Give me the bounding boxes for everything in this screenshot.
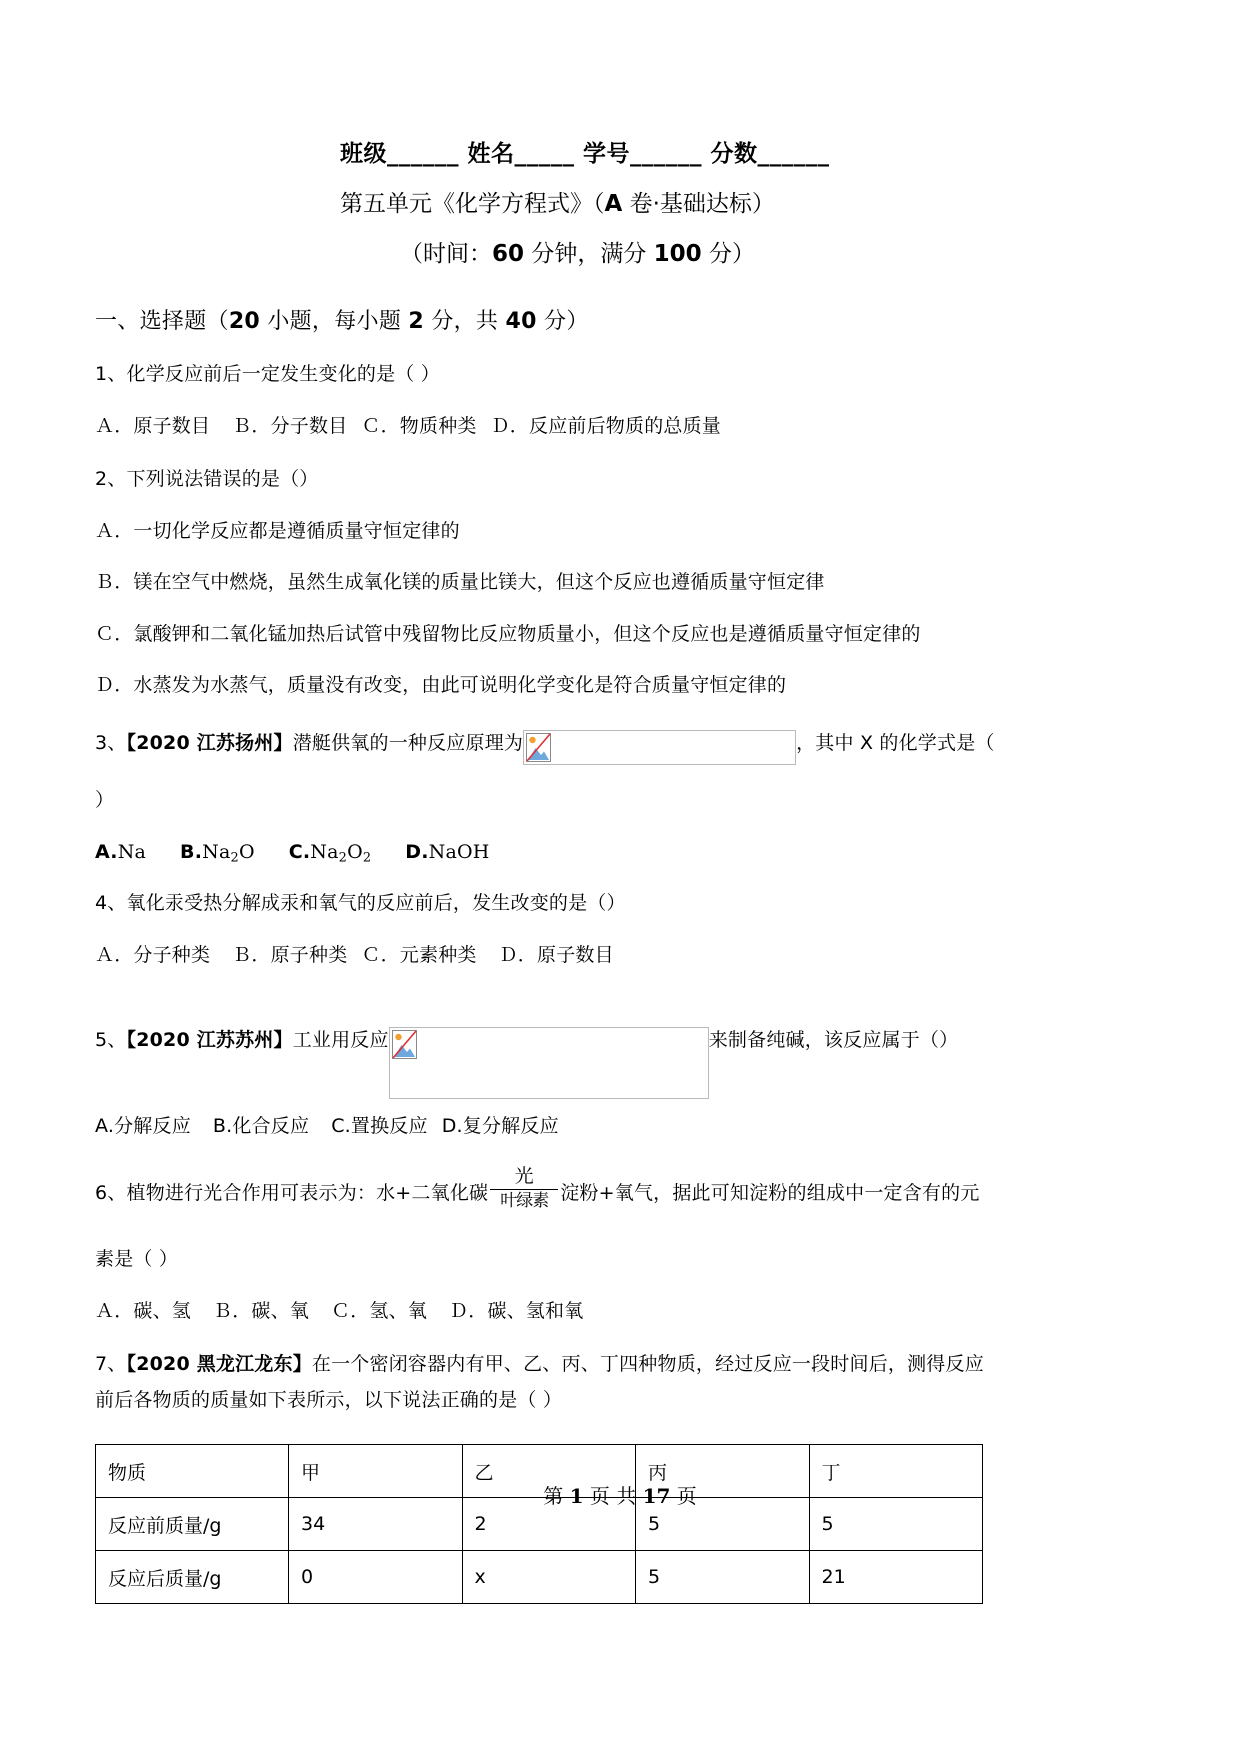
table-cell: 2 [462,1498,636,1551]
question-1-options [95,413,1145,441]
title-suffix: 卷·基础达标） [622,191,775,217]
question-4-option-a: Ａ．分子种类 [95,943,211,966]
title-volume: A [604,191,623,217]
section-points-total: 40 [505,309,537,334]
question-6-options [95,1298,1145,1326]
question-4-number: 4、 [95,892,127,915]
substance-mass-table [95,1444,983,1604]
footer-prefix: 第 [543,1484,570,1508]
broken-image-icon [526,733,551,762]
question-1-text: 化学反应前后一定发生变化的是（ ） [126,363,440,385]
table-cell: 丙 [636,1445,810,1498]
title-prefix: 第五单元《化学方程式》（ [340,191,605,217]
meta-duration: 60 [492,241,525,267]
student-info-line: 班级______ 姓名_____ 学号______ 分数______ [340,141,830,167]
question-1-option-d: Ｄ．反应前后物质的总质量 [490,414,722,437]
page-title [95,166,1145,216]
table-cell: 甲 [289,1445,463,1498]
table-cell: 5 [636,1498,810,1551]
reaction-condition-above: 光 [514,1165,534,1188]
question-5-option-b: B.化合反应 [212,1114,310,1137]
question-6-option-c: Ｃ．氢、氧 [331,1299,428,1322]
table-cell: 反应前质量/g [96,1498,289,1551]
page-content [95,0,1145,1604]
footer-middle: 页 共 [583,1484,643,1508]
question-2-option-b: Ｂ．镁在空气中燃烧，虽然生成氧化镁的质量比镁大，但这个反应也遵循质量守恒定律 [95,571,825,594]
meta-end: 分） [701,241,755,267]
question-2-stem [95,466,1145,494]
question-3-option-a-label: A. [95,840,118,863]
question-7-number: 7、 [95,1353,127,1376]
question-5-equation-image [389,1027,709,1099]
question-7-text-line2: 前后各物质的质量如下表所示，以下说法正确的是（ ） [95,1388,563,1411]
question-3-option-d-label: D. [405,840,429,863]
question-6-option-a: Ａ．碳、氢 [95,1299,192,1322]
question-6-option-d: Ｄ．碳、氢和氧 [449,1299,584,1322]
question-3-option-b-formula: $Na_2O$ [202,840,255,866]
section-mid-2: 分，共 [424,309,506,334]
question-7-stem [95,1351,1145,1379]
question-1-option-b: Ｂ．分子数目 [232,414,348,437]
question-1-option-a: Ａ．原子数目 [95,414,211,437]
broken-image-icon [392,1030,417,1059]
question-2-text: 下列说法错误的是（） [126,468,319,491]
meta-prefix: （时间： [400,241,492,267]
footer-end: 页 [670,1484,697,1508]
question-5-stem [95,1027,1145,1055]
question-3-option-d-formula: NaOH [428,840,490,863]
section-heading [95,304,1145,335]
question-4-option-c: Ｃ．元素种类 [361,943,477,966]
table-row [96,1551,983,1604]
question-6-stem-cont: 素是（ ） [95,1248,179,1270]
table-cell: 5 [809,1498,983,1551]
question-6-text-before: 植物进行光合作用可表示为：水+二氧化碳 [126,1182,489,1205]
question-3-options [95,839,1145,868]
page-footer [0,1480,1240,1509]
section-prefix: 一、选择题（ [95,309,229,334]
question-4-option-d: Ｄ．原子数目 [498,943,614,966]
table-cell: x [462,1551,636,1604]
question-6-text-after: 淀粉+氧气，据此可知淀粉的组成中一定含有的元 [560,1182,980,1205]
question-2-option-c: Ｃ．氯酸钾和二氧化锰加热后试管中残留物比反应物质量小，但这个反应也是遵循质量守恒定律的 [95,622,921,645]
section-mid-1: 小题，每小题 [260,309,409,334]
question-5-text-after: 来制备纯碱，该反应属于（） [708,1029,959,1052]
section-question-count: 20 [228,309,261,334]
question-4-stem [95,890,1145,918]
question-4-option-b: Ｂ．原子种类 [232,943,348,966]
question-1-option-c: Ｃ．物质种类 [361,414,477,437]
question-3-text-before: 潜艇供氧的一种反应原理为 [292,731,524,754]
question-3-stem [95,730,1145,758]
table-cell: 物质 [96,1445,289,1498]
question-5-number: 5、 [95,1029,127,1052]
reaction-condition-below: 叶绿素 [500,1191,549,1212]
question-5-options [95,1113,1145,1141]
table-cell: 丁 [809,1445,983,1498]
question-3-source-tag: 【2020 江苏扬州】 [126,731,293,754]
footer-total-pages: 17 [642,1484,671,1508]
question-1-number: 1、 [95,363,127,385]
question-3-equation-image [523,730,796,765]
table-cell: 0 [289,1551,463,1604]
question-2-option-d: Ｄ．水蒸发为水蒸气，质量没有改变，由此可说明化学变化是符合质量守恒定律的 [95,674,787,697]
section-points-each: 2 [408,309,425,334]
question-3-option-c-formula: $Na_2O_2$ [310,840,372,866]
table-cell: 乙 [462,1445,636,1498]
question-5-option-d: D.复分解反应 [441,1114,559,1137]
footer-current-page: 1 [569,1484,584,1508]
exam-meta-line [95,216,1145,266]
question-3-option-c-label: C. [288,840,311,863]
table-cell: 34 [289,1498,463,1551]
question-4-text: 氧化汞受热分解成汞和氧气的反应前后，发生改变的是（） [126,892,626,915]
question-5-source-tag: 【2020 江苏苏州】 [126,1029,293,1052]
question-3-stem-cont: ） [95,789,115,812]
table-cell: 反应后质量/g [96,1551,289,1604]
meta-middle: 分钟，满分 [524,241,654,267]
question-2-number: 2、 [95,468,127,491]
question-3-text-after: ，其中 X 的化学式是（ [796,731,995,754]
question-6-stem [95,1165,1145,1212]
question-5-option-a: A.分解反应 [95,1114,191,1137]
reaction-arrow-bar [490,1189,558,1190]
question-3-option-b-label: B. [180,840,203,863]
meta-total-score: 100 [653,241,702,267]
question-7-text-line1: 在一个密闭容器内有甲、乙、丙、丁四种物质，经过反应一段时间后，测得反应 [311,1353,984,1376]
question-2-option-a: Ａ．一切化学反应都是遵循质量守恒定律的 [95,519,460,542]
question-6-option-b: Ｂ．碳、氧 [213,1299,310,1322]
section-end: 分） [536,309,589,334]
question-4-options [95,942,1145,970]
question-5-option-c: C.置换反应 [331,1114,428,1137]
question-6-number: 6、 [95,1182,127,1205]
question-1-stem [95,361,1145,389]
question-7-source-tag: 【2020 黑龙江龙东】 [126,1353,312,1376]
question-3-number: 3、 [95,731,127,754]
question-3-option-a-formula: Na [117,840,147,863]
question-5-text-before: 工业用反应 [292,1029,389,1052]
table-cell: 21 [809,1551,983,1604]
table-cell: 5 [636,1551,810,1604]
